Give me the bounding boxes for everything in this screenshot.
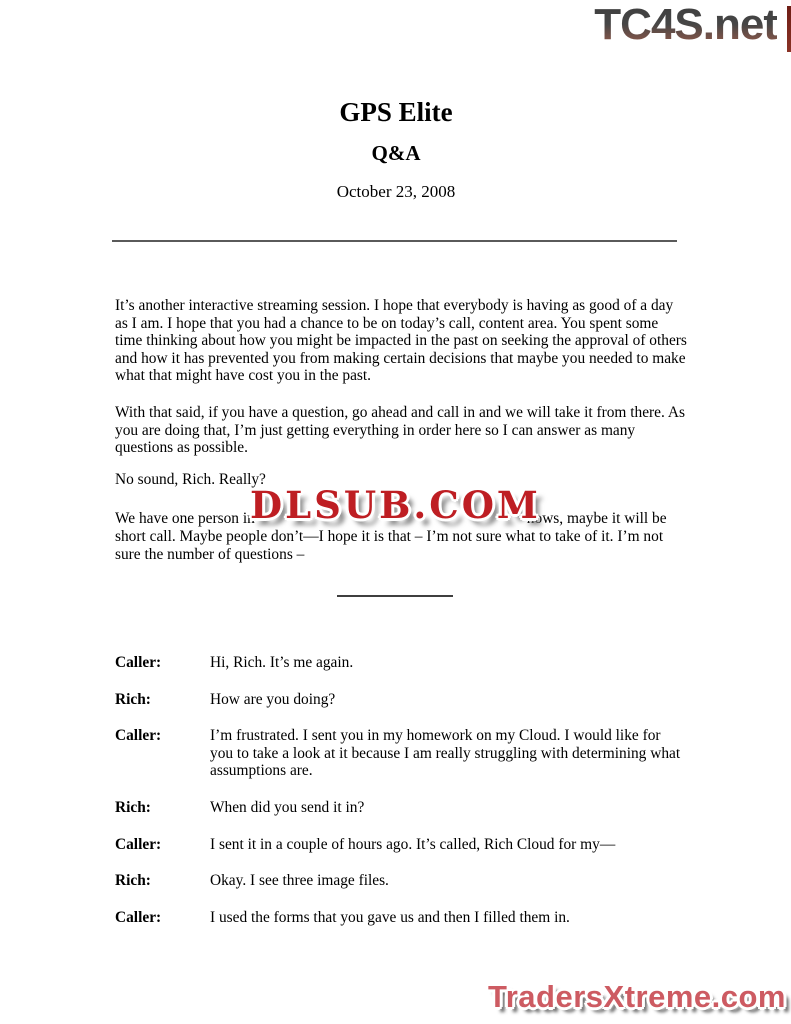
obscured-text-after: nows, maybe it will be short call. Maybe people don’t—I hope it is that – I’m not sure what to take of it. I’m not sure the number of questions – — [115, 510, 667, 563]
header-rule — [112, 240, 677, 242]
speech-text: I sent it in a couple of hours ago. It’s called, Rich Cloud for my— — [210, 835, 616, 853]
document-date: October 23, 2008 — [336, 182, 456, 201]
dialogue-list — [115, 654, 687, 945]
document-header — [113, 97, 679, 202]
dialogue-row — [115, 727, 687, 780]
tc4s-watermark: TC4S.net — [594, 0, 777, 49]
speaker-label: Caller: — [115, 908, 162, 926]
speaker-label: Rich: — [115, 798, 151, 816]
speech-text: I used the forms that you gave us and then I filled them in. — [210, 908, 570, 926]
page-subtitle: Q&A — [371, 141, 421, 165]
speech-text: I’m frustrated. I sent you in my homework on my Cloud. I would like for you to take a look at it because I am really struggling with determining what assumptions are. — [210, 727, 681, 780]
speaker-label: Caller: — [115, 835, 162, 853]
dialogue-row — [115, 799, 687, 817]
speech-text: When did you send it in? — [210, 798, 365, 816]
red-edge-mark — [787, 6, 791, 52]
obscured-text-before: We have one person in — [115, 510, 255, 528]
intro-paragraph-3: No sound, Rich. Really? — [115, 470, 266, 488]
page-title: GPS Elite — [339, 97, 453, 127]
speaker-label: Rich: — [115, 690, 151, 708]
dialogue-row — [115, 836, 687, 854]
speaker-label: Caller: — [115, 654, 162, 671]
speech-text: Okay. I see three image files. — [210, 872, 389, 890]
dialogue-row — [115, 691, 687, 709]
speech-text: Hi, Rich. It’s me again. — [210, 654, 354, 671]
speaker-label: Rich: — [115, 872, 151, 890]
speech-text: How are you doing? — [210, 690, 336, 708]
section-divider — [337, 595, 453, 597]
intro-paragraph-1: It’s another interactive streaming session. I hope that everybody is having as good of a day as I am. I hope that you had a chance to be on today’s call, content area. You spent some time thinking about how you might be impacted in the past on seeking the approval of others and how it has prevented you from making certain decisions that maybe you needed to make what that might have cost you in the past. — [115, 297, 687, 385]
speaker-label: Caller: — [115, 727, 162, 745]
dialogue-row — [115, 909, 687, 927]
intro-paragraph-2: With that said, if you have a question, go ahead and call in and we will take it from there. As you are doing that, I’m just getting everything in order here so I can answer as many questions as possible. — [115, 403, 685, 457]
dialogue-row — [115, 872, 687, 890]
tradersxtreme-watermark: TradersXtreme.com — [488, 979, 786, 1014]
dlsub-watermark: DLSUB.COM — [250, 483, 541, 527]
dialogue-row — [115, 654, 687, 672]
